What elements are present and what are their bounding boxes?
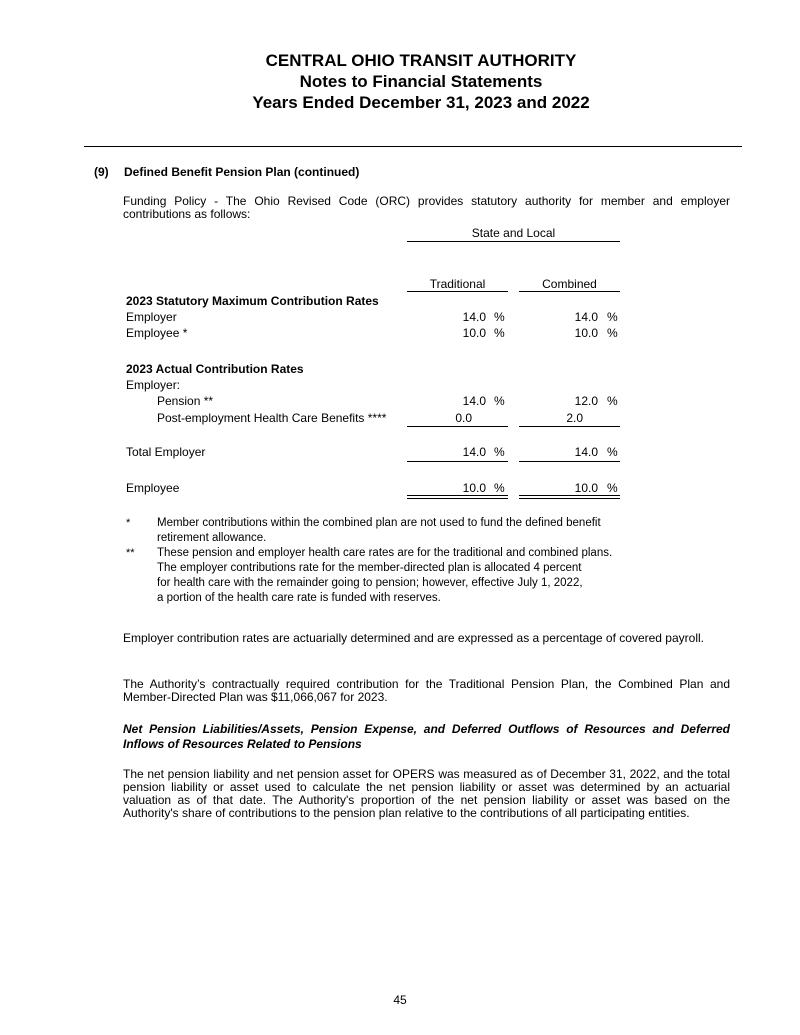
total-employer-label: Total Employer xyxy=(126,445,206,459)
value-combined: 12.0 xyxy=(574,394,598,408)
value-traditional: 14.0 xyxy=(462,310,486,324)
percent-sign: % xyxy=(607,481,618,495)
footnote-line: retirement allowance. xyxy=(157,532,267,544)
max-rates-heading: 2023 Statutory Maximum Contribution Rates xyxy=(126,294,379,308)
footnote-mark: * xyxy=(126,517,131,529)
value-combined: 2.0 xyxy=(566,411,583,425)
footnote-1 xyxy=(157,516,717,546)
report-subtitle: Notes to Financial Statements xyxy=(299,72,543,91)
value-combined: 14.0 xyxy=(574,310,598,324)
section-title: Defined Benefit Pension Plan (continued) xyxy=(124,165,360,179)
page-number: 45 xyxy=(393,993,407,1007)
report-period: Years Ended December 31, 2023 and 2022 xyxy=(252,93,590,112)
subtotal-rule-traditional xyxy=(407,426,508,427)
employee-traditional: 10.0 xyxy=(462,481,486,495)
group-header: State and Local xyxy=(471,226,556,240)
total-employer-traditional: 14.0 xyxy=(462,445,486,459)
percent-sign: % xyxy=(494,326,505,340)
subsection-heading: Net Pension Liabilities/Assets, Pension Expense, and Deferred Outflows of Resources and Deferred Inflows of Resources Related to Pensions xyxy=(123,722,730,751)
row-label: Pension ** xyxy=(157,394,214,408)
percent-sign: % xyxy=(494,310,505,324)
header-divider xyxy=(84,146,742,147)
footnote-line: These pension and employer health care rates are for the traditional and combined plans. xyxy=(157,547,613,559)
row-label: Post-employment Health Care Benefits **** xyxy=(157,411,387,425)
report-title: CENTRAL OHIO TRANSIT AUTHORITY xyxy=(265,51,577,70)
net-pension-liability-paragraph: The net pension liability and net pension asset for OPERS was measured as of December 31, 2022, and the total pension liability or asset used to calculate the net pension liability or asset was determined by an actuarial valuation as of that date. The Authority's proportion of the net pension liability or asset was based on the Authority's share of contributions to the pension plan relative to the contributions of all participating entities. xyxy=(123,767,730,820)
col-rule-traditional xyxy=(407,291,508,292)
col-header-traditional: Traditional xyxy=(429,277,486,291)
percent-sign: % xyxy=(607,310,618,324)
actual-rates-heading: 2023 Actual Contribution Rates xyxy=(126,362,304,376)
employee-combined: 10.0 xyxy=(574,481,598,495)
footnote-line: Member contributions within the combined plan are not used to fund the defined benefit xyxy=(157,517,601,529)
percent-sign: % xyxy=(607,394,618,408)
percent-sign: % xyxy=(607,445,618,459)
total-rule-traditional xyxy=(407,461,508,462)
footnote-line: for health care with the remainder going to pension; however, effective July 1, 2022, xyxy=(157,577,583,589)
subtotal-rule-combined xyxy=(519,426,620,427)
percent-sign: % xyxy=(494,445,505,459)
total-rule-combined xyxy=(519,461,620,462)
double-rule-combined-a xyxy=(519,495,620,496)
percent-sign: % xyxy=(607,326,618,340)
footnote-line: The employer contributions rate for the member-directed plan is allocated 4 percent xyxy=(157,562,582,574)
total-employer-combined: 14.0 xyxy=(574,445,598,459)
required-contribution-paragraph: The Authority’s contractually required contribution for the Traditional Pension Plan, the Combined Plan and Member-Directed Plan was $11,066,067 for 2023. xyxy=(123,677,730,704)
double-rule-traditional-b xyxy=(407,498,508,499)
value-traditional: 0.0 xyxy=(455,411,472,425)
percent-sign: % xyxy=(494,481,505,495)
row-label: Employer xyxy=(126,310,177,324)
value-traditional: 14.0 xyxy=(462,394,486,408)
employee-label: Employee xyxy=(126,481,180,495)
double-rule-combined-b xyxy=(519,498,620,499)
section-number: (9) xyxy=(94,165,109,179)
footnote-line: a portion of the health care rate is funded with reserves. xyxy=(157,592,441,604)
rates-paragraph: Employer contribution rates are actuarially determined and are expressed as a percentage of covered payroll. xyxy=(123,631,704,645)
employer-label: Employer: xyxy=(126,378,181,392)
group-header-rule xyxy=(407,241,620,242)
value-combined: 10.0 xyxy=(574,326,598,340)
col-header-combined: Combined xyxy=(542,277,597,291)
footnote-mark: ** xyxy=(126,547,135,559)
section-heading xyxy=(94,165,359,179)
value-traditional: 10.0 xyxy=(462,326,486,340)
intro-paragraph: Funding Policy - The Ohio Revised Code (ORC) provides statutory authority for member and employer contributions as follows: xyxy=(123,194,730,221)
double-rule-traditional-a xyxy=(407,495,508,496)
col-rule-combined xyxy=(519,291,620,292)
percent-sign: % xyxy=(494,394,505,408)
row-label: Employee * xyxy=(126,326,188,340)
footnote-2 xyxy=(157,546,717,606)
